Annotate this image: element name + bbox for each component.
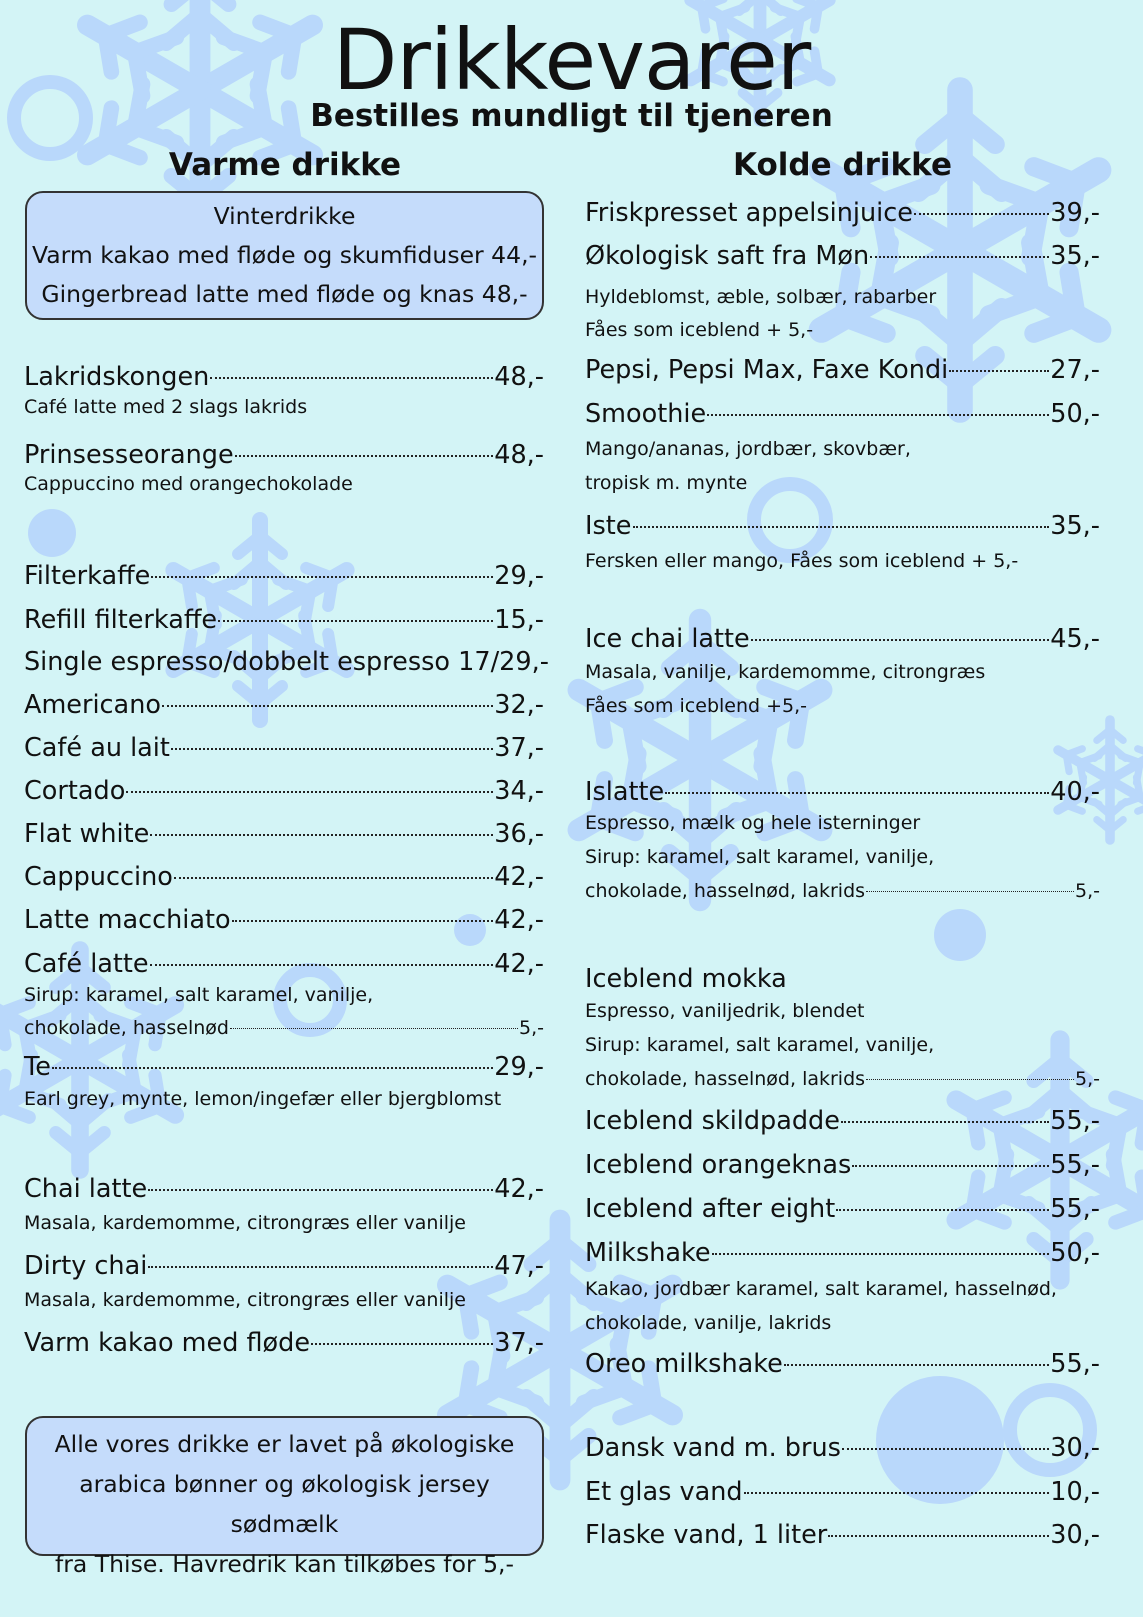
item-price: 42,- bbox=[494, 862, 544, 892]
item-name: Smoothie bbox=[585, 399, 707, 429]
item-name: chokolade, hasselnød, lakrids bbox=[585, 1068, 866, 1090]
item-price: 50,- bbox=[1050, 1238, 1100, 1268]
item-description: Masala, kardemomme, citrongræs eller vanilje bbox=[24, 1289, 466, 1311]
dot-leader bbox=[232, 920, 494, 922]
item-description: Espresso, mælk og hele isterninger bbox=[585, 812, 921, 834]
item-name: Iceblend mokka bbox=[585, 964, 787, 994]
item-name: Filterkaffe bbox=[24, 561, 151, 591]
menu-item bbox=[24, 688, 544, 722]
dot-leader bbox=[311, 1343, 493, 1345]
item-name: Flaske vand, 1 liter bbox=[585, 1520, 828, 1550]
item-name: Et glas vand bbox=[585, 1477, 743, 1507]
menu-item bbox=[24, 817, 544, 851]
item-price: 48,- bbox=[494, 362, 544, 392]
dot-leader bbox=[852, 1165, 1049, 1167]
item-description: Fåes som iceblend +5,- bbox=[585, 695, 808, 717]
item-price: 34,- bbox=[494, 776, 544, 806]
menu-item bbox=[585, 397, 1100, 431]
dot-leader bbox=[235, 455, 494, 457]
dot-leader bbox=[744, 1492, 1050, 1494]
item-price: 40,- bbox=[1050, 777, 1100, 807]
cold-drinks-heading: Kolde drikke bbox=[733, 147, 952, 183]
item-price: 30,- bbox=[1050, 1520, 1100, 1550]
item-price: 5,- bbox=[1075, 880, 1100, 902]
menu-item bbox=[585, 239, 1100, 273]
item-description: Sirup: karamel, salt karamel, vanilje, bbox=[24, 984, 374, 1006]
item-price: 30,- bbox=[1050, 1433, 1100, 1463]
winter-drinks-box bbox=[25, 191, 544, 320]
item-name: Café au lait bbox=[24, 733, 170, 763]
item-price: 50,- bbox=[1050, 399, 1100, 429]
menu-item bbox=[24, 645, 549, 679]
item-description: Fåes som iceblend + 5,- bbox=[585, 319, 814, 341]
menu-item bbox=[585, 196, 1100, 230]
menu-item bbox=[24, 559, 544, 593]
item-name: Refill filterkaffe bbox=[24, 605, 218, 635]
menu-item bbox=[24, 1050, 544, 1084]
item-price: 55,- bbox=[1050, 1150, 1100, 1180]
page-title: Drikkevarer bbox=[332, 11, 811, 109]
item-name: Te bbox=[24, 1052, 51, 1082]
dot-leader bbox=[949, 370, 1049, 372]
menu-item bbox=[24, 1326, 544, 1360]
menu-item bbox=[585, 1475, 1100, 1509]
item-name: Iceblend skildpadde bbox=[585, 1106, 840, 1136]
item-name: Latte macchiato bbox=[24, 905, 231, 935]
item-description: tropisk m. mynte bbox=[585, 472, 748, 494]
dot-leader bbox=[828, 1535, 1049, 1537]
dot-leader bbox=[126, 791, 493, 793]
menu-item bbox=[24, 360, 544, 394]
item-name: Cortado bbox=[24, 776, 126, 806]
item-description: Mango/ananas, jordbær, skovbær, bbox=[585, 438, 911, 460]
item-price: 15,- bbox=[494, 605, 544, 635]
dot-leader bbox=[842, 1448, 1049, 1450]
page-subtitle: Bestilles mundligt til tjeneren bbox=[310, 98, 833, 134]
item-description: Café latte med 2 slags lakrids bbox=[24, 396, 308, 418]
menu-item bbox=[585, 1518, 1100, 1552]
item-price: 45,- bbox=[1050, 624, 1100, 654]
item-name: chokolade, hasselnød bbox=[24, 1017, 229, 1039]
item-name: Iceblend after eight bbox=[585, 1194, 836, 1224]
item-price: 37,- bbox=[494, 733, 544, 763]
menu-item bbox=[585, 962, 1100, 996]
item-name: Varm kakao med fløde bbox=[24, 1328, 311, 1358]
menu-item bbox=[24, 1249, 544, 1283]
menu-item bbox=[24, 903, 544, 937]
dot-leader bbox=[712, 1253, 1050, 1255]
item-price: 42,- bbox=[494, 1174, 544, 1204]
menu-item bbox=[585, 1347, 1100, 1381]
menu-item bbox=[24, 731, 544, 765]
item-price: 47,- bbox=[494, 1251, 544, 1281]
menu-item bbox=[585, 1236, 1100, 1270]
dot-leader bbox=[784, 1364, 1049, 1366]
item-name: Chai latte bbox=[24, 1174, 148, 1204]
menu-item bbox=[24, 603, 544, 637]
item-name: chokolade, hasselnød, lakrids bbox=[585, 880, 866, 902]
winter-box-line: Varm kakao med fløde og skumfiduser 44,- bbox=[31, 241, 538, 269]
menu-item bbox=[24, 860, 544, 894]
item-description: Fersken eller mango, Fåes som iceblend + 5,- bbox=[585, 550, 1019, 572]
dot-leader bbox=[707, 414, 1049, 416]
dot-leader bbox=[210, 377, 493, 379]
item-price: 35,- bbox=[1050, 511, 1100, 541]
menu-item bbox=[24, 947, 544, 981]
dot-leader bbox=[171, 748, 493, 750]
item-description: Masala, vanilje, kardemomme, citrongræs bbox=[585, 661, 986, 683]
item-description: Sirup: karamel, salt karamel, vanilje, bbox=[585, 846, 935, 868]
menu-item bbox=[585, 1431, 1100, 1465]
item-name: Oreo milkshake bbox=[585, 1349, 783, 1379]
item-price: 29,- bbox=[494, 1052, 544, 1082]
item-price: 5,- bbox=[1075, 1068, 1100, 1090]
hot-drinks-heading: Varme drikke bbox=[168, 147, 402, 183]
dot-leader bbox=[150, 834, 493, 836]
menu-item bbox=[585, 509, 1100, 543]
menu-item bbox=[585, 1192, 1100, 1226]
item-price: 42,- bbox=[494, 905, 544, 935]
dot-leader bbox=[151, 576, 493, 578]
item-price: 37,- bbox=[494, 1328, 544, 1358]
item-name: Flat white bbox=[24, 819, 150, 849]
item-price: 10,- bbox=[1050, 1477, 1100, 1507]
item-description: Masala, kardemomme, citrongræs eller vanilje bbox=[24, 1212, 466, 1234]
item-price: 5,- bbox=[519, 1017, 544, 1039]
item-description: Cappuccino med orangechokolade bbox=[24, 473, 353, 495]
item-description: Kakao, jordbær karamel, salt karamel, hasselnød, bbox=[585, 1278, 1057, 1300]
item-name: Økologisk saft fra Møn bbox=[585, 241, 870, 271]
dot-leader bbox=[150, 964, 494, 966]
item-name: Iste bbox=[585, 511, 632, 541]
item-name: Islatte bbox=[585, 777, 665, 807]
menu-item bbox=[585, 1104, 1100, 1138]
item-name: Lakridskongen bbox=[24, 362, 210, 392]
item-name: Single espresso/dobbelt espresso 17/29,- bbox=[24, 647, 549, 677]
menu-item bbox=[24, 774, 544, 808]
item-name: Milkshake bbox=[585, 1238, 711, 1268]
dot-leader bbox=[866, 891, 1074, 892]
dot-leader bbox=[665, 792, 1049, 794]
dot-leader bbox=[751, 639, 1050, 641]
item-description: Hyldeblomst, æble, solbær, rabarber bbox=[585, 286, 937, 308]
item-description: Earl grey, mynte, lemon/ingefær eller bjergblomst bbox=[24, 1088, 502, 1110]
menu-item bbox=[585, 622, 1100, 656]
menu-item bbox=[585, 877, 1100, 905]
dot-leader bbox=[218, 620, 493, 622]
dot-leader bbox=[841, 1121, 1049, 1123]
item-name: Friskpresset appelsinjuice bbox=[585, 198, 913, 228]
item-price: 55,- bbox=[1050, 1194, 1100, 1224]
item-name: Ice chai latte bbox=[585, 624, 750, 654]
item-name: Pepsi, Pepsi Max, Faxe Kondi bbox=[585, 355, 949, 385]
dot-leader bbox=[52, 1067, 493, 1069]
dot-leader bbox=[870, 256, 1049, 258]
info-box-line: fra Thise. Havredrik kan tilkøbes for 5,- bbox=[55, 1550, 514, 1578]
info-box-line: arabica bønner og økologisk jersey sødmælk bbox=[79, 1470, 490, 1538]
item-description: Espresso, vaniljedrik, blendet bbox=[585, 1000, 865, 1022]
item-price: 39,- bbox=[1050, 198, 1100, 228]
item-price: 32,- bbox=[494, 690, 544, 720]
item-price: 42,- bbox=[494, 949, 544, 979]
item-name: Dansk vand m. brus bbox=[585, 1433, 841, 1463]
item-description: chokolade, vanilje, lakrids bbox=[585, 1312, 832, 1334]
menu-item bbox=[585, 353, 1100, 387]
dot-leader bbox=[230, 1028, 518, 1029]
item-name: Café latte bbox=[24, 949, 149, 979]
item-name: Cappuccino bbox=[24, 862, 173, 892]
item-name: Americano bbox=[24, 690, 161, 720]
dot-leader bbox=[174, 877, 493, 879]
item-name: Iceblend orangeknas bbox=[585, 1150, 852, 1180]
item-price: 36,- bbox=[494, 819, 544, 849]
menu-item bbox=[24, 1172, 544, 1206]
dot-leader bbox=[914, 213, 1049, 215]
menu-item bbox=[585, 775, 1100, 809]
info-box bbox=[25, 1416, 544, 1578]
dot-leader bbox=[162, 705, 493, 707]
info-box-line: Alle vores drikke er lavet på økologiske bbox=[54, 1430, 515, 1458]
item-price: 55,- bbox=[1050, 1106, 1100, 1136]
menu-item bbox=[24, 1014, 544, 1042]
dot-leader bbox=[148, 1266, 493, 1268]
item-name: Prinsesseorange bbox=[24, 440, 234, 470]
item-description: Sirup: karamel, salt karamel, vanilje, bbox=[585, 1034, 935, 1056]
winter-box-line: Gingerbread latte med fløde og knas 48,- bbox=[41, 280, 528, 308]
item-name: Dirty chai bbox=[24, 1251, 148, 1281]
dot-leader bbox=[148, 1189, 493, 1191]
item-price: 29,- bbox=[494, 561, 544, 591]
dot-leader bbox=[866, 1079, 1074, 1080]
menu-item bbox=[585, 1065, 1100, 1093]
item-price: 55,- bbox=[1050, 1349, 1100, 1379]
menu-item bbox=[585, 1148, 1100, 1182]
dot-leader bbox=[633, 526, 1050, 528]
dot-leader bbox=[836, 1209, 1049, 1211]
item-price: 48,- bbox=[494, 440, 544, 470]
menu-item bbox=[24, 438, 544, 472]
item-price: 27,- bbox=[1050, 355, 1100, 385]
item-price: 35,- bbox=[1050, 241, 1100, 271]
winter-box-title: Vinterdrikke bbox=[213, 202, 356, 230]
